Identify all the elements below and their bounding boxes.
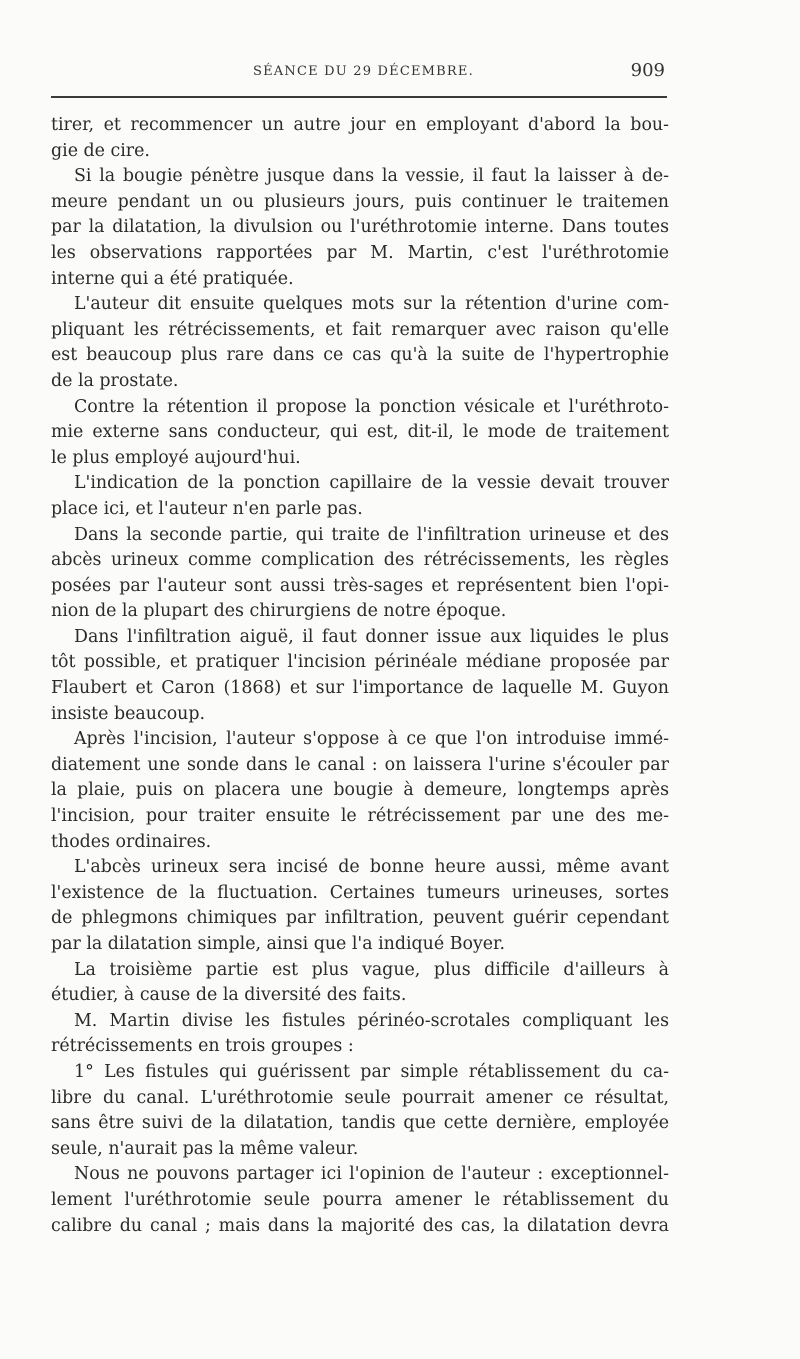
text-line: Dans l'infiltration aiguë, il faut donner issue aux liquides le plus bbox=[74, 626, 669, 647]
text-line: Après l'incision, l'auteur s'oppose à ce que l'on introduise immé- bbox=[74, 729, 669, 750]
text-line: insiste beaucoup. bbox=[51, 703, 206, 724]
text-line: Dans la seconde partie, qui traite de l'infiltration urineuse et des bbox=[74, 524, 669, 545]
text-line: par la dilatation, la divulsion ou l'uréthrotomie interne. Dans toutes bbox=[51, 217, 669, 238]
text-line: Nous ne pouvons partager ici l'opinion de l'auteur : exceptionnel- bbox=[74, 1164, 669, 1185]
text-line: l'existence de la fluctuation. Certaines tumeurs urineuses, sortes bbox=[51, 882, 669, 903]
text-line: est beaucoup plus rare dans ce cas qu'à la suite de l'hypertrophie bbox=[51, 345, 669, 366]
text-line: sans être suivi de la dilatation, tandis que cette dernière, employée bbox=[51, 1113, 669, 1134]
header-rule bbox=[51, 96, 667, 98]
text-line: La troisième partie est plus vague, plus difficile d'ailleurs à bbox=[74, 959, 669, 980]
text-line: interne qui a été pratiquée. bbox=[51, 268, 294, 289]
text-line: de phlegmons chimiques par infiltration, peuvent guérir cependant bbox=[51, 908, 669, 929]
text-line: de la prostate. bbox=[51, 370, 179, 391]
text-line: les observations rapportées par M. Martin, c'est l'uréthrotomie bbox=[51, 242, 669, 263]
text-line: Si la bougie pénètre jusque dans la vessie, il faut la laisser à de- bbox=[74, 166, 669, 187]
text-line: par la dilatation simple, ainsi que l'a indiqué Boyer. bbox=[51, 934, 505, 954]
text-line: lement l'uréthrotomie seule pourra amener le rétablissement du bbox=[51, 1189, 669, 1210]
body-text bbox=[51, 113, 669, 1239]
text-line: meure pendant un ou plusieurs jours, puis continuer le traitemen bbox=[51, 191, 669, 212]
page-header bbox=[51, 58, 667, 90]
text-line: seule, n'aurait pas la même valeur. bbox=[51, 1138, 359, 1159]
page-number: 909 bbox=[630, 60, 665, 81]
text-line: nion de la plupart des chirurgiens de notre époque. bbox=[51, 601, 507, 622]
text-line: calibre du canal ; mais dans la majorité des cas, la dilatation devra bbox=[51, 1215, 669, 1236]
running-head: SÉANCE DU 29 DÉCEMBRE. bbox=[253, 64, 474, 79]
text-line: thodes ordinaires. bbox=[51, 831, 212, 852]
text-line: L'abcès urineux sera incisé de bonne heure aussi, même avant bbox=[74, 857, 669, 878]
text-line: L'indication de la ponction capillaire de la vessie devait trouver bbox=[74, 473, 669, 494]
text-line: Contre la rétention il propose la ponction vésicale et l'uréthroto- bbox=[74, 396, 669, 417]
text-line: mie externe sans conducteur, qui est, dit-il, le mode de traitement bbox=[51, 422, 669, 443]
text-line: libre du canal. L'uréthrotomie seule pourrait amener ce résultat, bbox=[51, 1087, 669, 1108]
text-line: la plaie, puis on placera une bougie à demeure, longtemps après bbox=[51, 780, 669, 801]
text-line: L'auteur dit ensuite quelques mots sur la rétention d'urine com- bbox=[74, 294, 669, 315]
text-line: tôt possible, et pratiquer l'incision périnéale médiane proposée par bbox=[51, 652, 669, 673]
text-line: étudier, à cause de la diversité des faits. bbox=[51, 985, 407, 1006]
text-line: le plus employé aujourd'hui. bbox=[51, 447, 301, 468]
text-line: tirer, et recommencer un autre jour en employant d'abord la bou- bbox=[51, 115, 669, 135]
text-line: place ici, et l'auteur n'en parle pas. bbox=[51, 498, 363, 519]
text-line: l'incision, pour traiter ensuite le rétrécissement par une des me- bbox=[51, 806, 669, 827]
text-line: diatement une sonde dans le canal : on laissera l'urine s'écouler par bbox=[51, 754, 669, 775]
text-line: posées par l'auteur sont aussi très-sages et représentent bien l'opi- bbox=[51, 575, 669, 596]
text-line: 1° Les fistules qui guérissent par simple rétablissement du ca- bbox=[74, 1061, 669, 1082]
text-line: abcès urineux comme complication des rétrécissements, les règles bbox=[51, 550, 669, 571]
text-line: M. Martin divise les fistules périnéo-scrotales compliquant les bbox=[74, 1010, 669, 1031]
text-line: pliquant les rétrécissements, et fait remarquer avec raison qu'elle bbox=[51, 319, 669, 340]
text-line: rétrécissements en trois groupes : bbox=[51, 1036, 354, 1057]
text-line: Flaubert et Caron (1868) et sur l'importance de laquelle M. Guyon bbox=[51, 678, 669, 699]
text-line: gie de cire. bbox=[51, 140, 150, 161]
